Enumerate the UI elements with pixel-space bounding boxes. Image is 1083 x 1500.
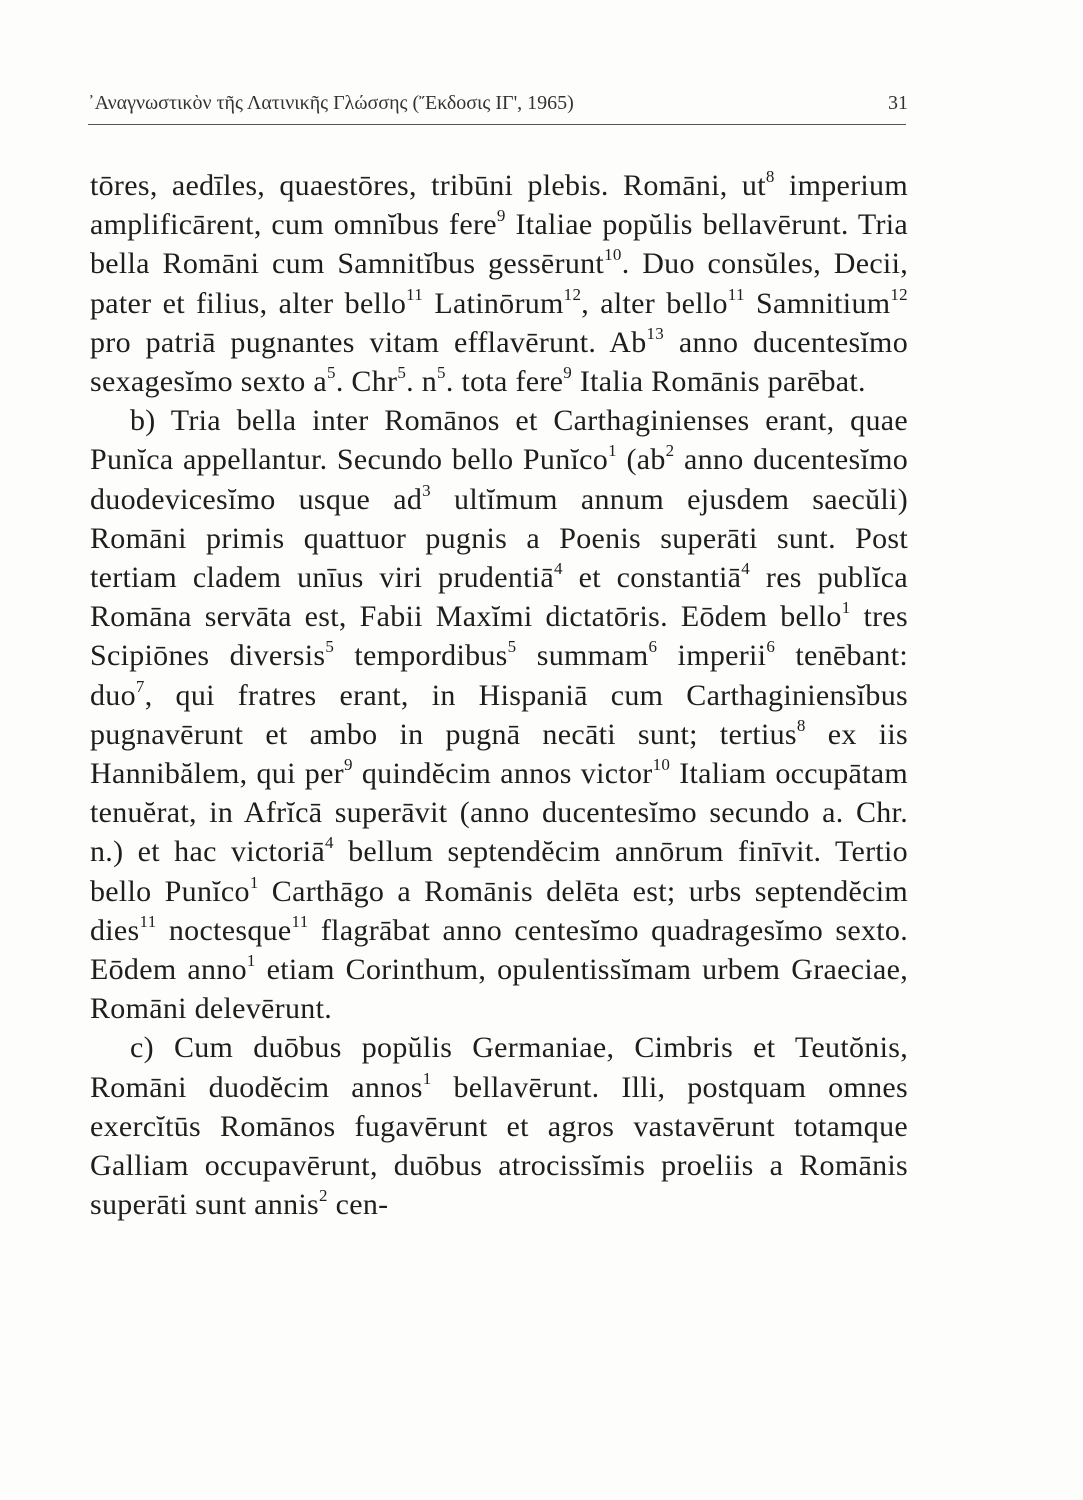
footnote-ref: 5 <box>437 363 446 383</box>
text-run: . n <box>406 365 438 399</box>
footnote-ref: 5 <box>507 637 517 657</box>
footnote-ref: 11 <box>291 911 309 931</box>
footnote-ref: 9 <box>343 755 353 775</box>
footnote-ref: 2 <box>665 441 675 461</box>
footnote-ref: 10 <box>652 755 671 775</box>
footnote-ref: 11 <box>406 284 424 304</box>
text-run: Latinōrum <box>423 286 564 320</box>
footnote-ref: 1 <box>841 598 851 618</box>
main-text <box>90 166 908 1224</box>
footnote-ref: 1 <box>422 1068 432 1088</box>
footnote-ref: 12 <box>890 284 908 304</box>
text-run: cen- <box>327 1188 389 1222</box>
text-run: anno ducentesĭmo duodevicesĭmo usque ad <box>90 443 909 516</box>
footnote-ref: 6 <box>766 637 776 657</box>
footnote-ref: 8 <box>796 715 806 735</box>
footnote-ref: 4 <box>325 833 334 853</box>
footnote-ref: 8 <box>765 167 775 186</box>
text-run: . Duo consŭles, Decii, pater et filius, alter bello <box>90 247 909 320</box>
text-run: bellavērunt. Illi, postquam omnes exercĭtūs Romānos fugavērunt et agros vastavērunt totamque Galliam occupavērunt, duōbus atrocissĭmis proeliis a Romānis superāti sunt annis <box>90 1070 908 1222</box>
text-run: bellum septendĕcim annōrum finīvit. Tertio bello Punĭco <box>90 835 908 908</box>
text-run: tenēbant: duo <box>90 639 909 712</box>
paragraph-decii <box>90 166 908 401</box>
text-run: . Chr <box>335 365 398 399</box>
text-run: imperium amplificārent, cum omnĭbus fere <box>90 169 908 242</box>
footnote-ref: 4 <box>554 559 563 579</box>
footnote-ref: 13 <box>646 323 665 343</box>
footnote-ref: 7 <box>135 676 145 696</box>
text-run: c) Cum duōbus popŭlis Germaniae, Cimbris et Teutŏnis, Romāni duodĕcim annos <box>90 1031 908 1104</box>
text-run: et constantiā <box>562 561 742 595</box>
text-run: etiam Corinthum, opulentissĭmam urbem Graeciae, Romāni delevērunt. <box>90 953 908 1026</box>
text-run: , qui fratres erant, in Hispaniā cum Carthaginiensĭbus pugnavērunt et ambo in pugnā necāti sunt; tertius <box>90 678 908 751</box>
footnote-ref: 12 <box>563 284 582 304</box>
footnote-ref: 5 <box>327 363 336 383</box>
running-header <box>88 92 908 122</box>
footnote-ref: 4 <box>741 559 751 579</box>
text-run: flagrābat anno centesĭmo quadragesĭmo sexto. Eōdem anno <box>90 913 908 987</box>
text-run: Samnitium <box>744 286 891 320</box>
paragraph-punic-wars <box>90 401 908 1028</box>
footnote-ref: 1 <box>246 951 256 971</box>
text-run: quindĕcim annos victor <box>352 757 653 791</box>
text-run: tres Scipiōnes diversis <box>90 600 908 673</box>
text-run: imperii <box>657 639 767 673</box>
text-run: (ab <box>616 443 666 477</box>
footnote-ref: 11 <box>727 284 745 304</box>
footnote-ref: 1 <box>608 441 617 461</box>
running-title: ᾿Αναγνωστικὸν τῆς Λατινικῆς Γλώσσης (Ἔκδοσις ΙΓ', 1965) <box>88 92 574 114</box>
text-run: . tota fere <box>445 365 564 399</box>
footnote-ref: 5 <box>325 637 335 657</box>
text-run: noctesque <box>156 913 292 947</box>
footnote-ref: 5 <box>397 363 407 383</box>
text-run: ex iis Hannibălem, qui per <box>90 717 908 791</box>
text-run: summam <box>516 639 649 673</box>
footnote-ref: 11 <box>139 911 157 931</box>
paragraph-cimbri-teutones <box>90 1028 908 1224</box>
text-run: Italiae popŭlis bellavērunt. Tria bella Romāni cum Samnitĭbus gessērunt <box>90 208 909 281</box>
text-run: res publĭca Romāna servāta est, Fabii Maxĭmi dictatōris. Eōdem bello <box>90 561 908 634</box>
text-run: tōres, aedīles, quaestōres, tribūni plebis. Romāni, ut <box>90 169 766 202</box>
footnote-ref: 10 <box>604 245 622 265</box>
page-number: 31 <box>888 92 908 114</box>
header-rule <box>88 124 906 125</box>
text-run: tempordibus <box>334 639 508 673</box>
text-run: anno ducentesĭmo sexagesĭmo sexto a <box>90 325 908 399</box>
text-run: b) Tria bella inter Romānos et Carthaginienses erant, quae Punĭca appellantur. Secundo bello Punĭco <box>90 404 908 477</box>
footnote-ref: 2 <box>319 1186 328 1206</box>
footnote-ref: 6 <box>648 637 658 657</box>
text-run: Italia Romānis parēbat. <box>572 365 866 399</box>
text-run: , alter bello <box>581 286 728 320</box>
text-run: pro patriā pugnantes vitam efflavērunt. Ab <box>90 325 647 359</box>
footnote-ref: 1 <box>249 872 259 892</box>
footnote-ref: 9 <box>496 206 506 226</box>
footnote-ref: 9 <box>563 363 573 383</box>
text-run: Italiam occupātam tenuĕrat, in Afrĭcā superāvit (anno ducentesĭmo secundo a. Chr. n.) et hac victoriā <box>90 757 908 869</box>
footnote-ref: 3 <box>422 480 431 500</box>
text-run: ultĭmum annum ejusdem saecŭli) Romāni primis quattuor pugnis a Poenis superāti sunt. Post tertiam cladem unīus viri prudentiā <box>90 482 908 595</box>
text-run: Carthāgo a Romānis delēta est; urbs septendĕcim dies <box>90 874 909 947</box>
